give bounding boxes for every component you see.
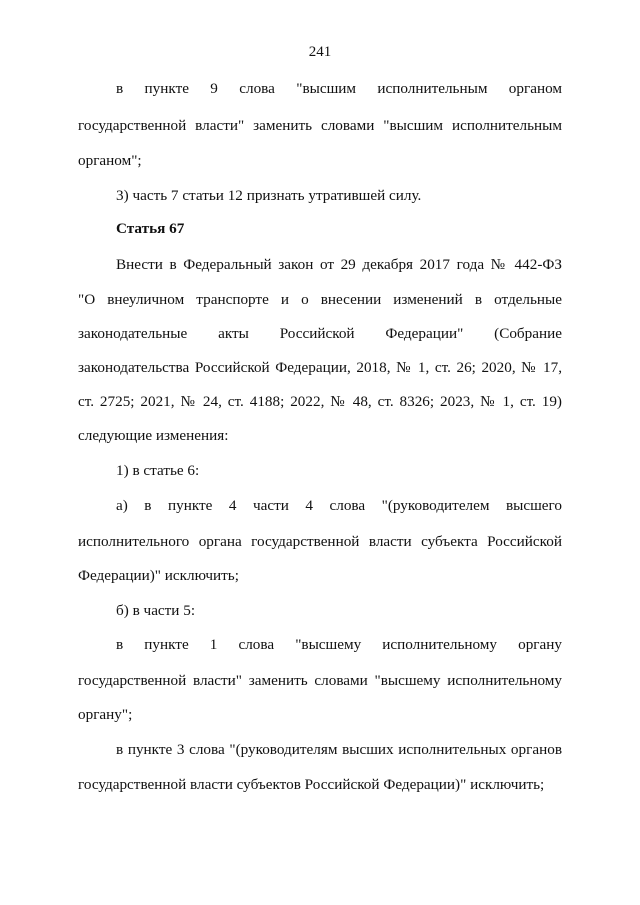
text-line: государственной власти субъектов Российской Федерации)" исключить;: [78, 776, 545, 793]
text-line: Федерации)" исключить;: [78, 567, 239, 584]
page-number: 241: [308, 44, 332, 60]
text-line: 1) в статье 6:: [116, 462, 200, 479]
text-line: органу";: [78, 706, 133, 723]
text-line: в пункте 9 слова "высшим исполнительным органом: [116, 80, 562, 97]
text-line: государственной власти" заменить словами "высшему исполнительному: [78, 672, 562, 689]
article-heading: Статья 67: [116, 220, 185, 237]
text-line: Внести в Федеральный закон от 29 декабря 2017 года № 442-ФЗ: [116, 256, 562, 273]
text-line: в пункте 3 слова "(руководителям высших исполнительных органов: [116, 741, 562, 758]
text-line: б) в части 5:: [116, 602, 196, 619]
text-line: законодательные акты Российской Федерации" (Собрание: [78, 325, 562, 342]
text-line: в пункте 1 слова "высшему исполнительному органу: [116, 636, 562, 653]
text-line: органом";: [78, 152, 142, 169]
text-line: 3) часть 7 статьи 12 признать утратившей силу.: [116, 187, 422, 204]
text-line: государственной власти" заменить словами "высшим исполнительным: [78, 117, 562, 134]
text-line: ст. 2725; 2021, № 24, ст. 4188; 2022, № 48, ст. 8326; 2023, № 1, ст. 19): [78, 393, 562, 410]
text-line: законодательства Российской Федерации, 2018, № 1, ст. 26; 2020, № 17,: [78, 359, 562, 376]
text-line: "О внеуличном транспорте и о внесении изменений в отдельные: [78, 291, 562, 308]
text-line: исполнительного органа государственной власти субъекта Российской: [78, 533, 562, 550]
text-line: следующие изменения:: [78, 427, 229, 444]
text-line: а) в пункте 4 части 4 слова "(руководителем высшего: [116, 497, 562, 514]
